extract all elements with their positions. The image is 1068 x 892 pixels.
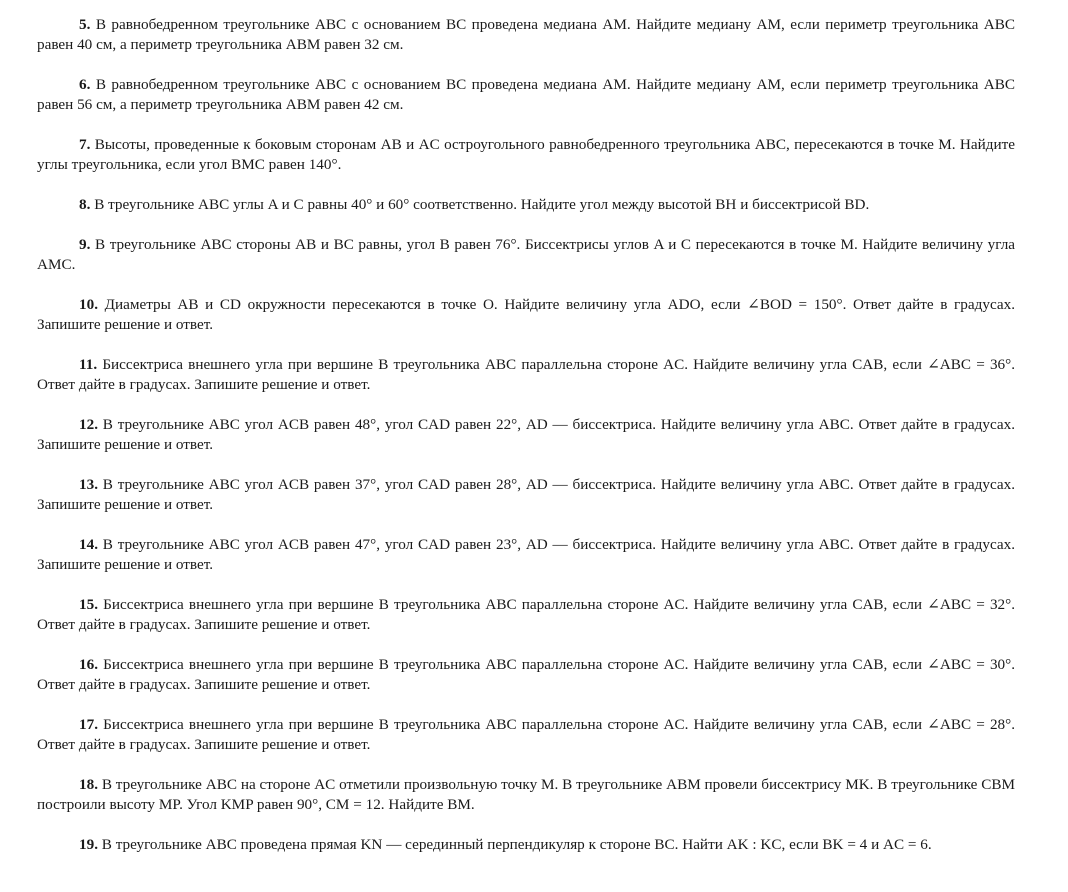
problem-text: В треугольнике ABC проведена прямая KN — серединный перпендикуляр к стороне BC. Найти AK : KC, если BK = 4 и AC = 6.	[101, 836, 932, 853]
problem-number: 9.	[79, 236, 91, 253]
problem-item	[37, 535, 1015, 575]
problem-item	[37, 715, 1015, 755]
problem-number: 8.	[79, 196, 91, 213]
problem-number: 18.	[79, 776, 98, 793]
problem-text: Высоты, проведенные к боковым сторонам AB и AC остроугольного равнобедренного треугольника ABC, пересекаются в точке M. Найдите углы треугольника, если угол BMC равен 140°.	[37, 136, 1015, 173]
problem-text: Биссектриса внешнего угла при вершине B треугольника ABC параллельна стороне AC. Найдите величину угла CAB, если ∠ABC = 36°. Ответ дайте в градусах. Запишите решение и ответ.	[37, 356, 1015, 393]
problem-number: 15.	[79, 596, 98, 613]
problem-text: Биссектриса внешнего угла при вершине B треугольника ABC параллельна стороне AC. Найдите величину угла CAB, если ∠ABC = 28°. Ответ дайте в градусах. Запишите решение и ответ.	[37, 716, 1016, 753]
problem-text: В равнобедренном треугольнике ABC с основанием BC проведена медиана AM. Найдите медиану AM, если периметр треугольника ABC равен 40 см, а периметр треугольника ABM равен 32 см.	[37, 16, 1016, 53]
problem-text: В треугольнике ABC угол ACB равен 37°, угол CAD равен 28°, AD — биссектриса. Найдите величину угла ABC. Ответ дайте в градусах. Запишите решение и ответ.	[37, 476, 1015, 513]
problem-text: В треугольнике ABC угол ACB равен 47°, угол CAD равен 23°, AD — биссектриса. Найдите величину угла ABC. Ответ дайте в градусах. Запишите решение и ответ.	[37, 536, 1015, 573]
problem-text: В треугольнике ABC углы A и C равны 40° и 60° соответственно. Найдите угол между высотой BH и биссектрисой BD.	[94, 196, 870, 213]
problem-text: Биссектриса внешнего угла при вершине B треугольника ABC параллельна стороне AC. Найдите величину угла CAB, если ∠ABC = 30°. Ответ дайте в градусах. Запишите решение и ответ.	[37, 656, 1016, 693]
problem-number: 16.	[79, 656, 98, 673]
problem-item	[37, 775, 1015, 815]
problem-number: 12.	[79, 416, 98, 433]
problem-text: Диаметры AB и CD окружности пересекаются в точке O. Найдите величину угла ADO, если ∠BOD = 150°. Ответ дайте в градусах. Запишите решение и ответ.	[37, 296, 1016, 333]
problem-item	[37, 595, 1015, 635]
problem-text: В треугольнике ABC стороны AB и BC равны, угол В равен 76°. Биссектрисы углов A и C пересекаются в точке M. Найдите величину угла AMC.	[37, 236, 1016, 273]
problem-item	[37, 355, 1015, 395]
problem-item	[37, 295, 1015, 335]
problem-number: 6.	[79, 76, 91, 93]
problem-item	[37, 475, 1015, 515]
problem-text: В треугольнике ABC угол ACB равен 48°, угол CAD равен 22°, AD — биссектриса. Найдите величину угла ABC. Ответ дайте в градусах. Запишите решение и ответ.	[37, 416, 1015, 453]
problem-number: 17.	[79, 716, 98, 733]
problem-list	[37, 15, 1015, 875]
problem-text: В равнобедренном треугольнике ABC с основанием BC проведена медиана AM. Найдите медиану AM, если периметр треугольника ABC равен 56 см, а периметр треугольника ABM равен 42 см.	[37, 76, 1016, 113]
problem-item	[37, 835, 1015, 855]
problem-item	[37, 195, 1015, 215]
problem-text: Биссектриса внешнего угла при вершине B треугольника ABC параллельна стороне AC. Найдите величину угла CAB, если ∠ABC = 32°. Ответ дайте в градусах. Запишите решение и ответ.	[37, 596, 1016, 633]
problem-number: 14.	[79, 536, 98, 553]
problem-number: 5.	[79, 16, 91, 33]
problem-item	[37, 235, 1015, 275]
problem-item	[37, 135, 1015, 175]
problem-item	[37, 655, 1015, 695]
problem-number: 19.	[79, 836, 98, 853]
problem-number: 7.	[79, 136, 91, 153]
problem-number: 13.	[79, 476, 98, 493]
problem-item	[37, 15, 1015, 55]
problem-item	[37, 75, 1015, 115]
problem-text: В треугольнике ABC на стороне AC отметили произвольную точку M. В треугольнике ABM провели биссектрису MK. В треугольнике CBM построили высоту MP. Угол KMP равен 90°, CM = 12. Найдите BM.	[37, 776, 1016, 813]
problem-number: 11.	[79, 356, 98, 373]
problem-number: 10.	[79, 296, 98, 313]
problem-item	[37, 415, 1015, 455]
